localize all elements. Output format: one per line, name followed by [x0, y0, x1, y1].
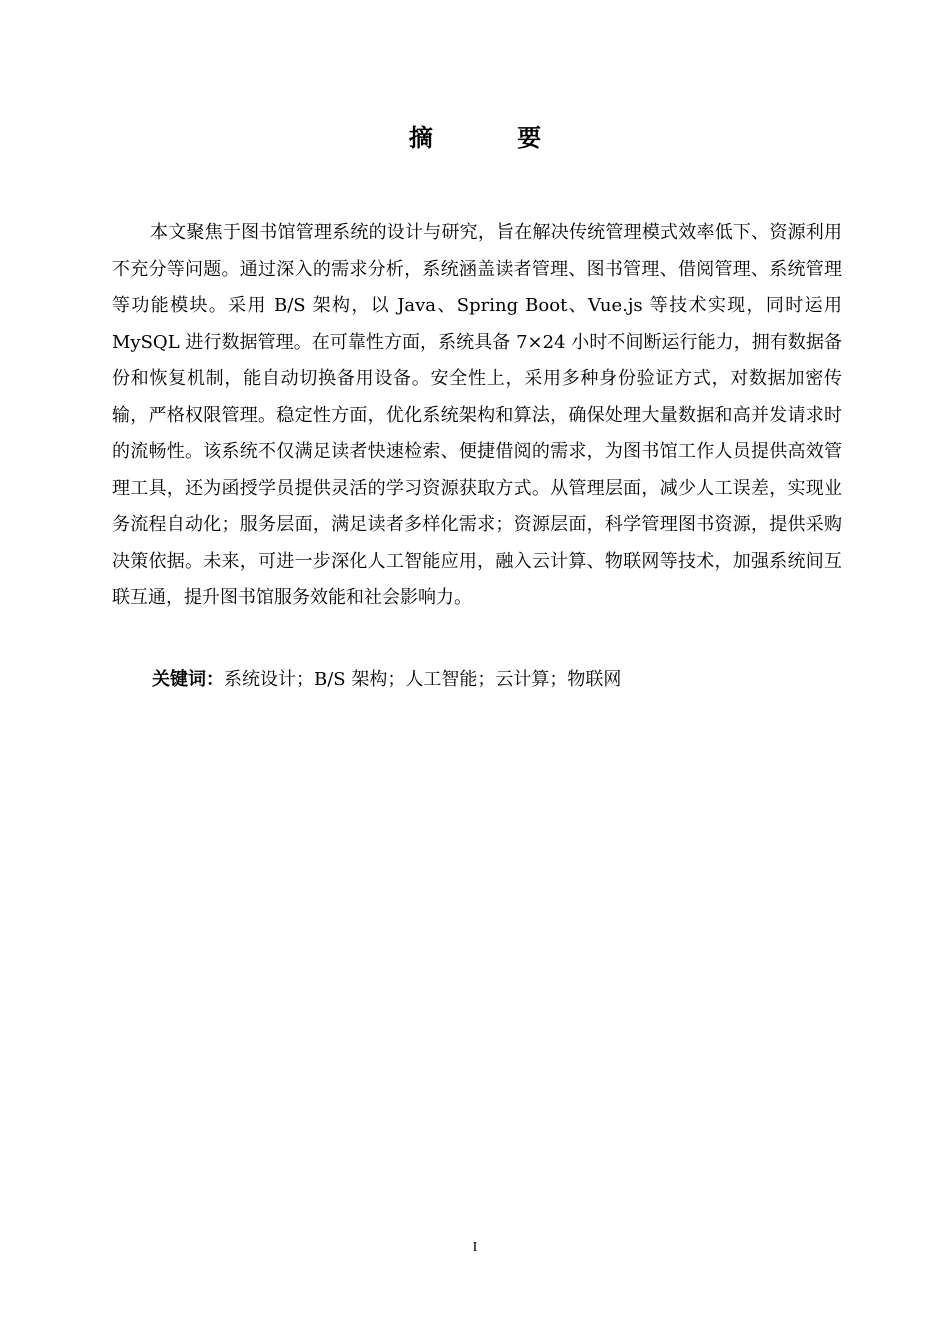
keywords-label: 关键词： — [152, 669, 224, 690]
abstract-body: 本文聚焦于图书馆管理系统的设计与研究，旨在解决传统管理模式效率低下、资源利用不充分等问题。通过深入的需求分析，系统涵盖读者管理、图书管理、借阅管理、系统管理等功能模块。采用 B/S 架构，以 Java、Spring Boot、Vue.js 等技术实现，同时运用 MySQL 进行数据管理。在可靠性方面，系统具备 7×24 小时不间断运行能力，拥有数据备份和恢复机制，能自动切换备用设备。安全性上，采用多种身份验证方式，对数据加密传输，严格权限管理。稳定性方面，优化系统架构和算法，确保处理大量数据和高并发请求时的流畅性。该系统不仅满足读者快速检索、便捷借阅的需求，为图书馆工作人员提供高效管理工具，还为函授学员提供灵活的学习资源获取方式。从管理层面，减少人工误差，实现业务流程自动化；服务层面，满足读者多样化需求；资源层面，科学管理图书资源，提供采购决策依据。未来，可进一步深化人工智能应用，融入云计算、物联网等技术，加强系统间互联互通，提升图书馆服务效能和社会影响力。 — [112, 222, 842, 608]
keywords-value: 系统设计；B/S 架构；人工智能；云计算；物联网 — [224, 669, 622, 690]
page-number: I — [472, 1240, 478, 1255]
page-title: 摘 要 — [408, 124, 580, 152]
keywords-line — [152, 662, 842, 698]
